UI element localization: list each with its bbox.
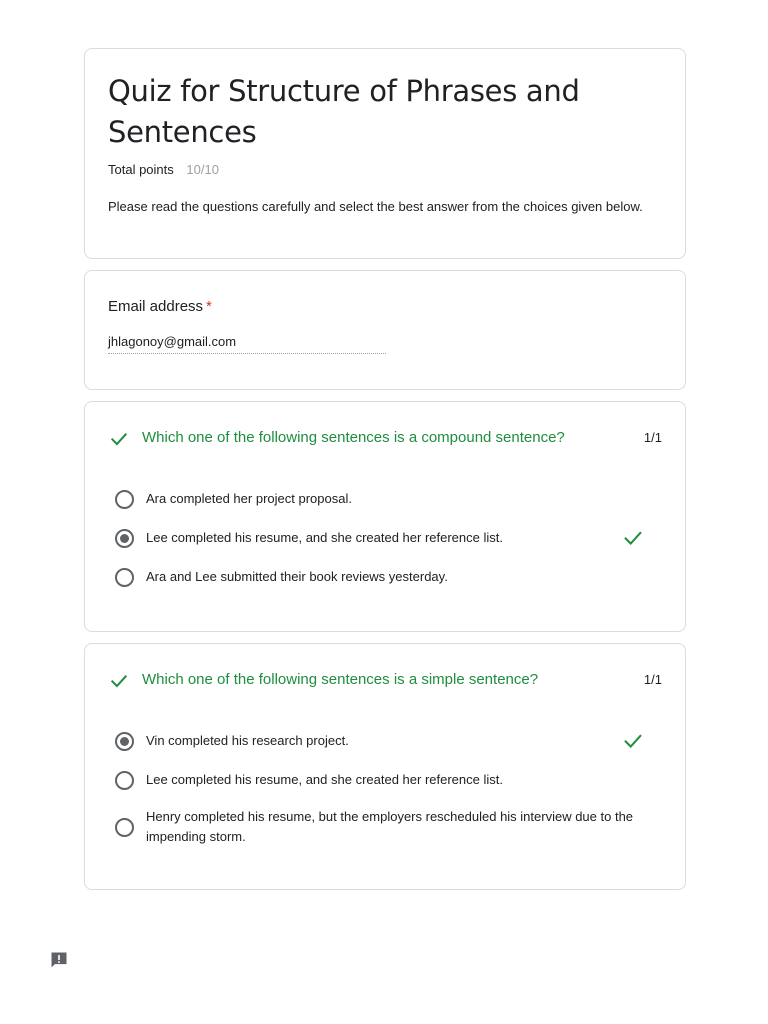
radio-button-selected[interactable] [115, 529, 134, 548]
report-feedback-icon[interactable] [49, 950, 69, 970]
radio-button[interactable] [115, 818, 134, 837]
total-points-value: 10/10 [186, 162, 219, 177]
checkmark-icon [622, 730, 644, 752]
checkmark-icon [109, 429, 129, 449]
option-label: Lee completed his resume, and she created her reference list. [146, 530, 503, 545]
question-card-2 [84, 643, 686, 890]
option-label: Ara and Lee submitted their book reviews yesterday. [146, 569, 448, 584]
question-title: Which one of the following sentences is a compound sentence? [142, 429, 565, 446]
form-title: Quiz for Structure of Phrases and Sentences [108, 74, 580, 149]
answer-option[interactable] [115, 770, 662, 790]
email-card [84, 270, 686, 390]
option-label: Vin completed his research project. [146, 733, 349, 748]
required-asterisk: * [206, 298, 212, 315]
question-header [108, 427, 662, 449]
option-label: Henry completed his resume, but the employers rescheduled his interview due to the impending storm. [146, 809, 634, 844]
answer-option[interactable] [115, 567, 662, 587]
radio-button[interactable] [115, 568, 134, 587]
checkmark-icon [109, 671, 129, 691]
question-score: 1/1 [643, 430, 662, 445]
question-score: 1/1 [643, 672, 662, 687]
total-points [108, 161, 662, 179]
email-label-text: Email address [108, 298, 204, 315]
radio-button[interactable] [115, 771, 134, 790]
form-description: Please read the questions carefully and select the best answer from the choices given below. [108, 199, 643, 214]
option-label: Ara completed her project proposal. [146, 491, 352, 506]
radio-button[interactable] [115, 490, 134, 509]
checkmark-icon [622, 527, 644, 549]
total-points-label: Total points [108, 162, 174, 177]
answer-option[interactable] [115, 807, 662, 847]
radio-button-selected[interactable] [115, 732, 134, 751]
answer-option[interactable] [115, 731, 662, 751]
question-header [108, 669, 662, 691]
answer-option[interactable] [115, 489, 662, 509]
form-header-card [84, 48, 686, 259]
answer-option[interactable] [115, 528, 662, 548]
question-card-1 [84, 401, 686, 632]
option-label: Lee completed his resume, and she created her reference list. [146, 772, 503, 787]
question-title: Which one of the following sentences is a simple sentence? [142, 671, 539, 688]
email-field: jhlagonoy@gmail.com [108, 333, 386, 354]
email-label [108, 297, 662, 317]
